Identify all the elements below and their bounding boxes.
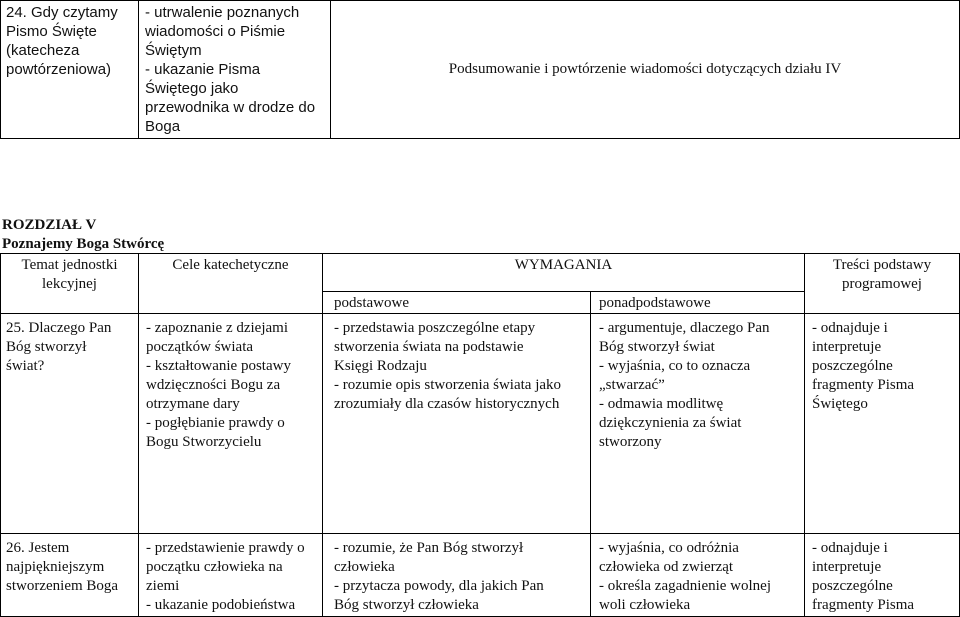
row25-advanced: - argumentuje, dlaczego Pan Bóg stworzył świat - wyjaśnia, co to oznacza „stwarzać” - odmawia modlitwę dziękczynienia za świat stworzony <box>599 320 770 450</box>
row25-basic: - przedstawia poszczególne etapy stworzenia świata na podstawie Księgi Rodzaju - rozumie opis stworzenia świata jako zrozumiały dla czasów historycznych <box>334 320 562 412</box>
row26-curriculum: - odnajduje i interpretuje poszczególne fragmenty Pisma <box>812 540 915 613</box>
col-divider-basic-advanced <box>590 291 591 617</box>
header-topic: Temat jednostki lekcyjnej <box>21 257 118 292</box>
col-divider-goals-basic <box>322 253 323 617</box>
row24-summary: Podsumowanie i powtórzenie wiadomości dotyczących działu IV <box>448 61 842 77</box>
header-advanced: ponadpodstawowe <box>599 295 711 311</box>
row25-goals: - zapoznanie z dziejami początków świata - kształtowanie postawy wdzięczności Bogu za otrzymane dary - pogłębianie prawdy o Bogu Stworzycielu <box>146 320 291 450</box>
header-curriculum: Treści podstawy programowej <box>832 257 932 292</box>
header-goals: Cele katechetyczne <box>172 257 289 273</box>
table2-top-border <box>0 253 960 254</box>
col-divider-topic-goals <box>138 253 139 617</box>
header-requirements: WYMAGANIA <box>514 257 613 273</box>
table1-bottom-border <box>0 138 960 139</box>
row24-topic: 24. Gdy czytamy Pismo Święte (katecheza powtórzeniowa) <box>6 4 118 78</box>
col-divider-advanced-curriculum <box>804 253 805 617</box>
row26-topic: 26. Jestem najpiękniejszym stworzeniem Boga <box>6 540 119 594</box>
row26-basic: - rozumie, że Pan Bóg stworzył człowieka - przytacza powody, dla jakich Pan Bóg stworzył człowieka <box>334 540 544 613</box>
row25-bottom-border <box>0 533 960 534</box>
table2-left-border <box>0 253 1 617</box>
chapter-heading: ROZDZIAŁ V <box>2 217 97 233</box>
table1-divider-1 <box>138 0 139 139</box>
table1-top-border <box>0 0 960 1</box>
row24-goals: - utrwalenie poznanych wiadomości o Piśmie Świętym - ukazanie Pisma Świętego jako przewodnika w drodze do Boga <box>145 4 316 135</box>
chapter-title: Poznajemy Boga Stwórcę <box>2 236 165 252</box>
row26-goals: - przedstawienie prawdy o początku człowieka na ziemi - ukazanie podobieństwa <box>146 540 305 613</box>
table1-left-border <box>0 0 1 139</box>
header-bottom-border <box>0 313 960 314</box>
row25-topic: 25. Dlaczego Pan Bóg stworzył świat? <box>6 320 112 374</box>
header-basic: podstawowe <box>334 295 409 311</box>
requirements-sub-divider <box>322 291 804 292</box>
row25-curriculum: - odnajduje i interpretuje poszczególne fragmenty Pisma Świętego <box>812 320 915 412</box>
row26-advanced: - wyjaśnia, co odróżnia człowieka od zwierząt - określa zagadnienie wolnej woli człowieka <box>599 540 772 613</box>
